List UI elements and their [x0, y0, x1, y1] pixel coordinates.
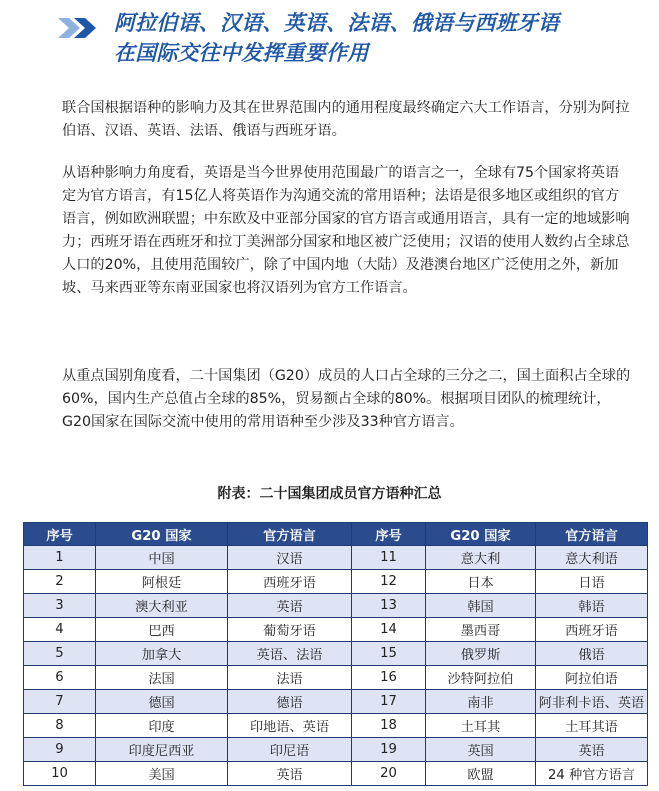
- table-cell: 5: [24, 642, 96, 666]
- table-cell: 4: [24, 618, 96, 642]
- table-row: [24, 570, 648, 594]
- table-cell: 葡萄牙语: [228, 618, 352, 642]
- table-cell: 20: [352, 762, 426, 786]
- table-cell: 8: [24, 714, 96, 738]
- table-cell: 墨西哥: [426, 618, 536, 642]
- header-country-2: G20 国家: [426, 523, 536, 546]
- table-row: [24, 690, 648, 714]
- table-row: [24, 546, 648, 570]
- title-line-1: 阿拉伯语、汉语、英语、法语、俄语与西班牙语: [114, 11, 560, 35]
- table-cell: 16: [352, 666, 426, 690]
- table-cell: 13: [352, 594, 426, 618]
- table-cell: 英语、法语: [228, 642, 352, 666]
- table-cell: 14: [352, 618, 426, 642]
- header-language-2: 官方语言: [536, 523, 648, 546]
- table-cell: 法语: [228, 666, 352, 690]
- table-cell: 美国: [96, 762, 228, 786]
- table-cell: 日语: [536, 570, 648, 594]
- table-cell: 英国: [426, 738, 536, 762]
- table-cell: 阿非利卡语、英语: [536, 690, 648, 714]
- table-cell: 英语: [228, 594, 352, 618]
- table-cell: 法国: [96, 666, 228, 690]
- table-cell: 韩国: [426, 594, 536, 618]
- table-cell: 2: [24, 570, 96, 594]
- paragraph-1: 联合国根据语种的影响力及其在世界范围内的通用程度最终确定六大工作语言，分别为阿拉伯语、汉语、英语、法语、俄语与西班牙语。: [62, 100, 630, 139]
- table-cell: 西班牙语: [536, 618, 648, 642]
- header-index: 序号: [24, 523, 96, 546]
- table-cell: 印度尼西亚: [96, 738, 228, 762]
- table-cell: 土耳其: [426, 714, 536, 738]
- table-cell: 德国: [96, 690, 228, 714]
- table-cell: 7: [24, 690, 96, 714]
- table-cell: 阿根廷: [96, 570, 228, 594]
- header-country: G20 国家: [96, 523, 228, 546]
- table-row: [24, 594, 648, 618]
- table-row: [24, 738, 648, 762]
- table-cell: 12: [352, 570, 426, 594]
- table-cell: 中国: [96, 546, 228, 570]
- table-cell: 1: [24, 546, 96, 570]
- table-row: [24, 642, 648, 666]
- table-cell: 意大利: [426, 546, 536, 570]
- table-cell: 欧盟: [426, 762, 536, 786]
- table-cell: 沙特阿拉伯: [426, 666, 536, 690]
- g20-language-table: [23, 522, 648, 786]
- table-cell: 英语: [228, 762, 352, 786]
- table-cell: 日本: [426, 570, 536, 594]
- header-language: 官方语言: [228, 523, 352, 546]
- paragraph-3: 从重点国别角度看，二十国集团（G20）成员的人口占全球的三分之二，国土面积占全球的60%，国内生产总值占全球的85%，贸易额占全球的80%。根据项目团队的梳理统计，G20国家在国际交流中使用的常用语种至少涉及33种官方语言。: [62, 368, 631, 430]
- table-header-row: [24, 523, 648, 546]
- table-cell: 土耳其语: [536, 714, 648, 738]
- table-cell: 印尼语: [228, 738, 352, 762]
- table-row: [24, 762, 648, 786]
- table-cell: 6: [24, 666, 96, 690]
- header-index-2: 序号: [352, 523, 426, 546]
- table-cell: 阿拉伯语: [536, 666, 648, 690]
- table-cell: 韩语: [536, 594, 648, 618]
- table-cell: 10: [24, 762, 96, 786]
- table-cell: 加拿大: [96, 642, 228, 666]
- table-cell: 西班牙语: [228, 570, 352, 594]
- table-cell: 印度: [96, 714, 228, 738]
- table-cell: 俄语: [536, 642, 648, 666]
- paragraph-2: 从语种影响力角度看，英语是当今世界使用范围最广的语言之一，全球有75个国家将英语定为官方语言，有15亿人将英语作为沟通交流的常用语种；法语是很多地区或组织的官方语言，例如欧洲联盟；中东欧及中亚部分国家的官方语言或通用语言，具有一定的地域影响力；西班牙语在西班牙和拉丁美洲部分国家和地区被广泛使用；汉语的使用人数约占全球总人口的20%，且使用范围较广，除了中国内地（大陆）及港澳台地区广泛使用之外，新加坡、马来西亚等东南亚国家也将汉语列为官方工作语言。: [62, 165, 630, 296]
- title-line-2: 在国际交往中发挥重要作用: [114, 41, 369, 65]
- table-cell: 意大利语: [536, 546, 648, 570]
- table-cell: 24 种官方语言: [536, 762, 648, 786]
- table-cell: 17: [352, 690, 426, 714]
- table-cell: 11: [352, 546, 426, 570]
- table-cell: 英语: [536, 738, 648, 762]
- table-cell: 19: [352, 738, 426, 762]
- table-caption: 附表：二十国集团成员官方语种汇总: [217, 486, 442, 502]
- table-row: [24, 714, 648, 738]
- table-cell: 9: [24, 738, 96, 762]
- table-cell: 15: [352, 642, 426, 666]
- table-cell: 巴西: [96, 618, 228, 642]
- table-cell: 18: [352, 714, 426, 738]
- double-chevron-right-icon: [56, 16, 108, 40]
- table-cell: 印地语、英语: [228, 714, 352, 738]
- section-title: [114, 8, 559, 68]
- table-cell: 德语: [228, 690, 352, 714]
- table-row: [24, 666, 648, 690]
- table-cell: 汉语: [228, 546, 352, 570]
- table-cell: 俄罗斯: [426, 642, 536, 666]
- table-cell: 澳大利亚: [96, 594, 228, 618]
- table-cell: 南非: [426, 690, 536, 714]
- table-cell: 3: [24, 594, 96, 618]
- table-row: [24, 618, 648, 642]
